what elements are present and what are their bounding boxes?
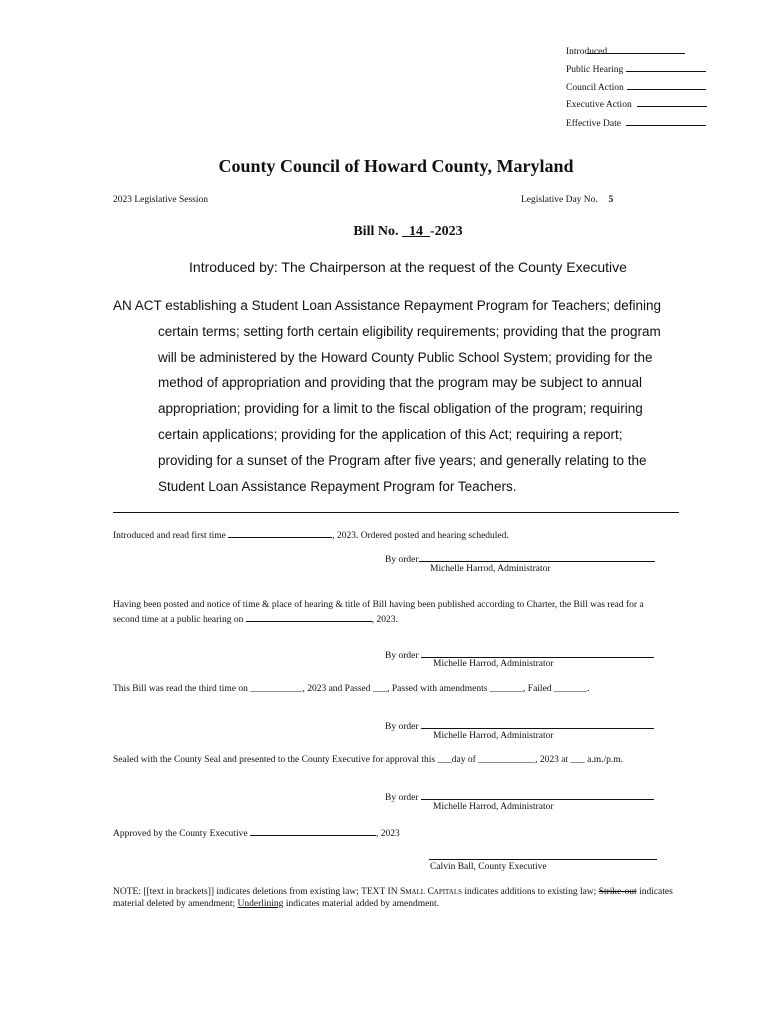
sealed-presented: Sealed with the County Seal and presented to the County Executive for approval this ___day of ____________, 2023 at ___ a.m./p.m. <box>113 755 624 765</box>
executive-signature-line <box>429 859 657 860</box>
first-reading: Introduced and read first time , 2023. Ordered posted and hearing scheduled. <box>113 528 509 541</box>
act-line: certain applications; providing for the application of this Act; requiring a report; <box>158 426 623 442</box>
act-line: certain terms; setting forth certain eligibility requirements; providing that the program <box>158 323 661 339</box>
hearing-date-blank <box>246 612 372 622</box>
bill-year: -2023 <box>429 224 463 239</box>
first-reading-date-blank <box>228 528 332 538</box>
administrator-name: Michelle Harrod, Administrator <box>433 731 554 741</box>
document-title: County Council of Howard County, Maryland <box>218 156 574 176</box>
status-council-action <box>566 83 706 93</box>
administrator-name: Michelle Harrod, Administrator <box>433 802 554 812</box>
status-introduced-line <box>587 53 685 54</box>
hearing-line-2: second time at a public hearing on , 2023. <box>113 612 398 625</box>
status-public-hearing <box>566 65 706 75</box>
administrator-name: Michelle Harrod, Administrator <box>430 564 551 574</box>
act-line: will be administered by the Howard County Public School System; providing for the <box>158 349 653 365</box>
status-introduced <box>566 47 685 57</box>
status-executive-action-line <box>637 106 707 107</box>
legend-note: NOTE: [[text in brackets]] indicates deletions from existing law; TEXT IN Small Capitals indicates additions to existing law; Strike-out indicates material deleted by amendment; Underlining indicates material added by amendment. <box>113 887 673 909</box>
status-executive-action-label: Executive Action <box>566 100 632 110</box>
executive-name: Calvin Ball, County Executive <box>430 862 547 872</box>
act-line: appropriation; providing for a limit to the fiscal obligation of the program; requiring <box>158 401 643 417</box>
status-effective-date <box>566 119 706 129</box>
by-order-label: By order <box>385 793 419 803</box>
signature-blank <box>421 790 654 800</box>
section-divider <box>113 512 679 513</box>
legislative-session: 2023 Legislative Session <box>113 195 208 205</box>
bill-prefix: Bill No. <box>353 224 399 239</box>
approval-date-blank <box>250 826 376 836</box>
bill-number <box>0 224 770 240</box>
administrator-name: Michelle Harrod, Administrator <box>433 659 554 669</box>
status-executive-action <box>566 100 707 110</box>
signature-blank <box>419 552 655 562</box>
status-effective-date-label: Effective Date <box>566 119 621 129</box>
third-reading: This Bill was read the third time on ___________, 2023 and Passed ___, Passed with amendments _______, Failed _______. <box>113 684 590 694</box>
underline-sample: Underlining <box>237 899 284 909</box>
status-public-hearing-label: Public Hearing <box>566 65 624 75</box>
approved-by-executive: Approved by the County Executive , 2023 <box>113 826 400 839</box>
signature-blank <box>421 719 654 729</box>
signature-blank <box>421 648 654 658</box>
introduced-by: Introduced by: The Chairperson at the request of the County Executive <box>189 259 627 275</box>
act-line: Student Loan Assistance Repayment Program for Teachers. <box>158 478 517 494</box>
act-line: providing for a sunset of the Program after five years; and generally relating to the <box>158 452 647 468</box>
by-order-label: By order <box>385 651 419 661</box>
hearing-line-1: Having been posted and notice of time & place of hearing & title of Bill having been published according to Charter, the Bill was read for a <box>113 600 644 610</box>
status-council-action-line <box>627 89 706 90</box>
legislative-day-label: Legislative Day No. <box>521 195 598 205</box>
by-order-label: By order <box>385 722 419 732</box>
legislative-day <box>521 195 613 205</box>
act-line: method of appropriation and providing that the program may be subject to annual <box>158 375 643 391</box>
status-public-hearing-line <box>626 71 706 72</box>
act-line: AN ACT establishing a Student Loan Assistance Repayment Program for Teachers; defining <box>113 298 662 313</box>
legislative-day-number: 5 <box>608 195 614 205</box>
by-order-label: By order <box>385 555 419 565</box>
smallcaps-sample: Small Capitals <box>399 887 462 897</box>
status-effective-date-line <box>626 125 706 126</box>
bill-number-value: 14 <box>408 224 423 239</box>
act-text <box>113 293 673 499</box>
strikeout-sample: Strike-out <box>598 887 637 897</box>
status-council-action-label: Council Action <box>566 83 624 93</box>
status-introduced-label: Introduced <box>566 47 608 57</box>
